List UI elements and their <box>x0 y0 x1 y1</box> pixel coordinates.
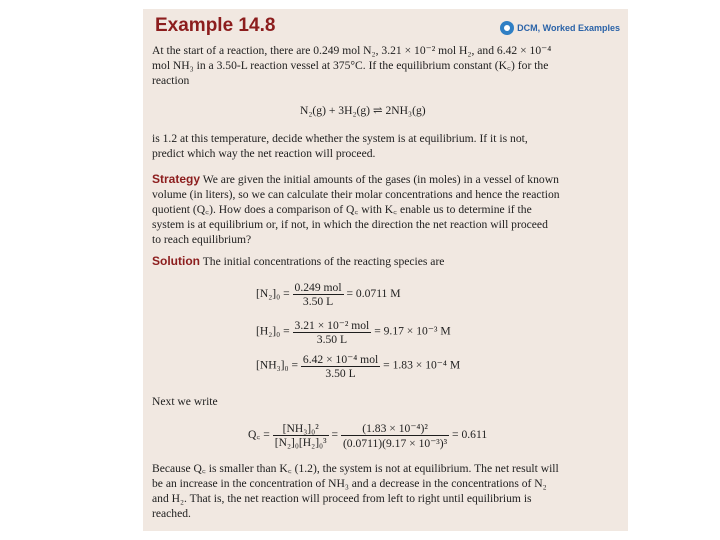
problem-line: reaction <box>152 74 190 87</box>
eq-denominator: 3.50 L <box>316 333 348 346</box>
strategy-line: system is at equilibrium or, if not, in which the direction the net reaction will proceed <box>152 218 548 231</box>
strategy-line: to reach equilibrium? <box>152 233 252 246</box>
problem-line: predict which way the net reaction will proceed. <box>152 147 376 160</box>
eq-lhs: [H₂]₀ = <box>256 324 290 338</box>
eq-result: = 1.83 × 10⁻⁴ M <box>383 358 461 372</box>
next-text: Next we write <box>152 395 218 408</box>
disc-icon <box>500 21 514 35</box>
concentration-nh3 <box>256 352 460 380</box>
qc-denominator: [N₂]₀[H₂]₀³ <box>274 436 327 449</box>
conclusion-line: and H₂. That is, the net reaction will proceed from left to right until equilibrium is <box>152 492 532 505</box>
dcm-badge[interactable] <box>500 21 620 35</box>
solution-intro <box>152 254 618 269</box>
example-title: Example 14.8 <box>155 15 276 36</box>
strategy-label: Strategy <box>152 172 201 186</box>
qc-numerator: [NH₃]₀² <box>273 422 329 436</box>
strategy-line: quotient (Q꜀). How does a comparison of Q꜀ with K꜀ enable us to determine if the <box>152 203 532 216</box>
qc-numerator-values: (1.83 × 10⁻⁴)² <box>341 421 449 436</box>
problem-line: is 1.2 at this temperature, decide whether the system is at equilibrium. If it is not, <box>152 132 528 145</box>
badge-label: DCM, Worked Examples <box>517 23 620 33</box>
solution-intro-text: The initial concentrations of the reacting species are <box>202 255 445 268</box>
eq-result: = 0.0711 M <box>346 287 401 301</box>
qc-lhs: Q꜀ = <box>248 428 270 442</box>
eq-result: = 9.17 × 10⁻³ M <box>374 324 451 338</box>
conclusion-line: reached. <box>152 507 191 520</box>
eq-numerator: 3.21 × 10⁻² mol <box>294 319 370 332</box>
reaction-quotient <box>248 421 487 450</box>
qc-result: = 0.611 <box>452 428 488 442</box>
solution-label: Solution <box>152 254 200 268</box>
eq-denominator: 3.50 L <box>325 367 356 380</box>
conclusion-line: Because Q꜀ is smaller than K꜀ (1.2), the system is not at equilibrium. The net result will <box>152 462 559 475</box>
conclusion-line: be an increase in the concentration of NH₃ and a decrease in the concentrations of N₂ <box>152 477 547 490</box>
concentration-h2 <box>256 318 451 346</box>
qc-denominator-values: (0.0711)(9.17 × 10⁻³)³ <box>342 437 448 450</box>
eq-numerator: 6.42 × 10⁻⁴ mol <box>302 353 379 366</box>
textbook-page <box>143 9 628 531</box>
reaction-equation: N₂(g) + 3H₂(g) ⇌ 2NH₃(g) <box>300 104 426 117</box>
problem-statement <box>152 43 618 88</box>
eq-lhs: [N₂]₀ = <box>256 287 290 301</box>
problem-question <box>152 131 618 161</box>
problem-line: At the start of a reaction, there are 0.249 mol N₂, 3.21 × 10⁻² mol H₂, and 6.42 × 10⁻⁴ <box>152 44 552 57</box>
concentration-n2 <box>256 281 401 308</box>
eq-lhs: [NH₃]₀ = <box>256 358 298 372</box>
strategy-line: volume (in liters), so we can calculate their molar concentrations and hence the reaction <box>152 188 560 201</box>
strategy-section <box>152 172 618 247</box>
strategy-line: We are given the initial amounts of the gases (in moles) in a vessel of known <box>202 173 559 186</box>
conclusion <box>152 461 618 521</box>
eq-numerator: 0.249 mol <box>294 281 342 294</box>
eq-denominator: 3.50 L <box>302 295 334 308</box>
problem-line: mol NH₃ in a 3.50-L reaction vessel at 375°C. If the equilibrium constant (K꜀) for the <box>152 59 549 72</box>
qc-equals: = <box>331 428 339 442</box>
